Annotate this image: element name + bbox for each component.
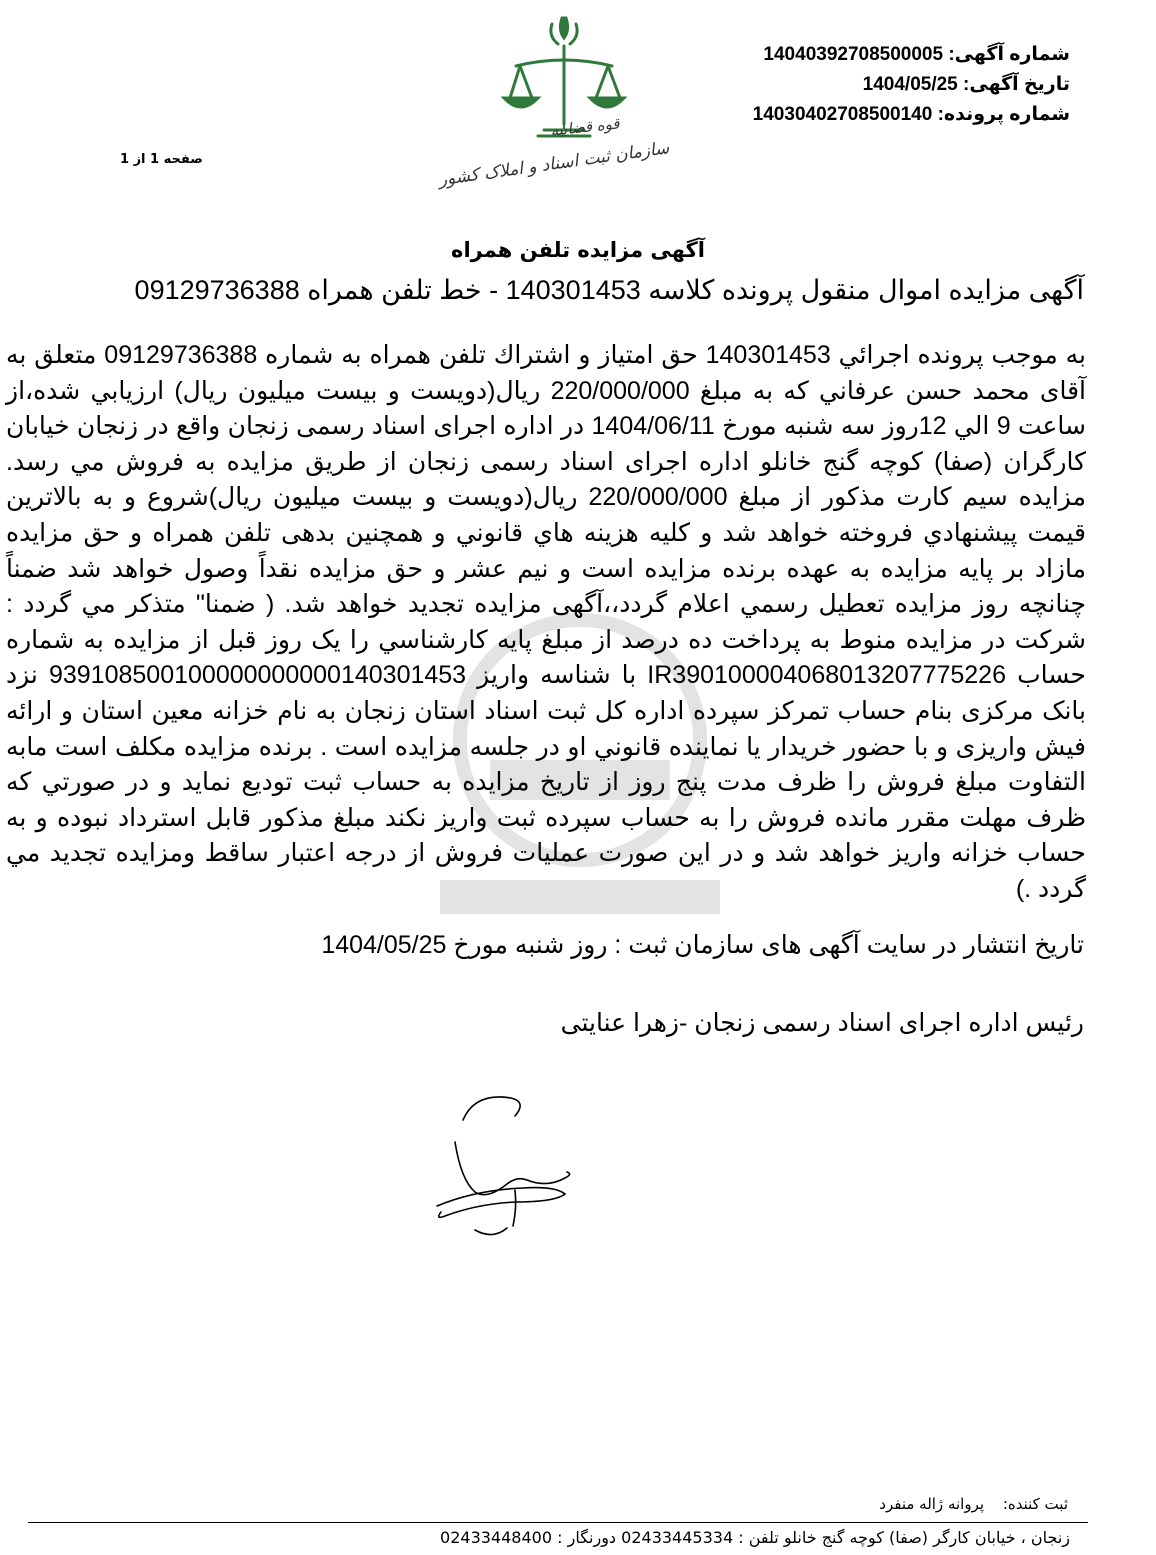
case-number-label: شماره پرونده:	[937, 104, 1070, 125]
notice-subtitle: آگهی مزایده اموال منقول پرونده کلاسه 140301453 - خط تلفن همراه 09129736388	[134, 275, 1084, 305]
notice-title: آگهی مزایده تلفن همراه	[451, 238, 705, 262]
address-text: زنجان ، خیابان کارگر (صفا) کوچه گنج خانلو تلفن :	[738, 1528, 1070, 1547]
signatory-line: رئیس اداره اجرای اسناد رسمی زنجان -زهرا عنایتی	[560, 1009, 1084, 1037]
ad-date-label: تاریخ آگهی:	[963, 74, 1070, 95]
publish-date-line: تاریخ انتشار در سایت آگهی های سازمان ثبت : روز شنبه مورخ 1404/05/25	[321, 931, 1084, 959]
ad-number-row	[670, 40, 1070, 70]
footer-divider	[28, 1522, 1088, 1523]
footer-address	[10, 1528, 1070, 1547]
handwritten-signature	[415, 1080, 605, 1250]
notice-body: به موجب پرونده اجرائي 140301453 حق امتياز و اشتراك تلفن همراه به شماره 09129736388 متعلق به آقای محمد حسن عرفاني كه به مبلغ 220/000/000 ريال(دويست و بيست ميليون ريال) ارزيابي شده،از ساعت 9 الي 12روز سه شنبه مورخ 1404/06/11 در اداره اجرای اسناد رسمی زنجان واقع در زنجان خیابان کارگران (صفا) کوچه گنج خانلو اداره اجرای اسناد رسمی زنجان از طریق مزایده به فروش مي رسد. مزایده سيم كارت مذكور از مبلغ 220/000/000 ريال(دويست و بيست ميليون ريال)شروع و به بالاترين قيمت پيشنهادي فروخته خواهد شد و كليه هزينه هاي قانوني و همچنين بدهی تلفن همراه و حق مزايده مازاد بر پايه مزايده به عهده برنده مزايده است و نيم عشر و حق مزايده نقداً وصول خواهد شد ضمناً چنانچه روز مزايده تعطيل رسمي اعلام گردد،،آگهی مزایده تجدید خواهد شد. ( ضمنا" متذكر مي گردد : شركت در مزايده منوط به پرداخت ده درصد از مبلغ پايه كارشناسي را يک روز قبل از مزايده به شماره حساب IR390100004068013207775226 با شناسه واريز 939108500100000000000140301453 نزد بانک مرکزی بنام حساب تمرکز سپرده اداره کل ثبت اسناد استان زنجان به نام خزانه معین استان و ارائه فیش واریزی و با حضور خريدار يا نماينده قانوني او در جلسه مزايده است . برنده مزايده مكلف است مابه التفاوت مبلغ فروش را ظرف مدت پنج روز از تاريخ مزايده به حساب ثبت توديع نمايد و در صورتي كه ظرف مهلت مقرر مانده فروش را به حساب سپرده ثبت واريز نكند مبلغ مذكور قابل استرداد نبوده و به حساب خزانه واريز خواهد شد و در اين صورت عمليات فروش از درجه اعتبار ساقط ومزايده تجديد مي گردد .)	[6, 341, 1086, 903]
header-meta	[670, 40, 1070, 130]
case-number: 14030402708500140	[752, 104, 933, 125]
page-indicator: صفحه 1 از 1	[120, 152, 203, 167]
judiciary-label: قوه قضاییه	[549, 114, 621, 140]
ad-number: 14040392708500005	[763, 44, 944, 65]
fax-label: دورنگار :	[557, 1528, 617, 1547]
ad-date-row	[670, 70, 1070, 100]
registrar	[568, 1495, 1068, 1513]
case-number-row	[670, 100, 1070, 130]
registrar-name: پروانه ژاله منفرد	[879, 1495, 985, 1513]
ad-date: 1404/05/25	[862, 74, 958, 95]
registrar-label: ثبت کننده:	[1002, 1495, 1068, 1513]
phone-number: 02433445334	[621, 1528, 734, 1547]
fax-number: 02433448400	[440, 1528, 553, 1547]
organization-label: سازمان ثبت اسناد و املاک کشور	[437, 138, 671, 191]
ad-number-label: شماره آگهی:	[948, 44, 1070, 65]
